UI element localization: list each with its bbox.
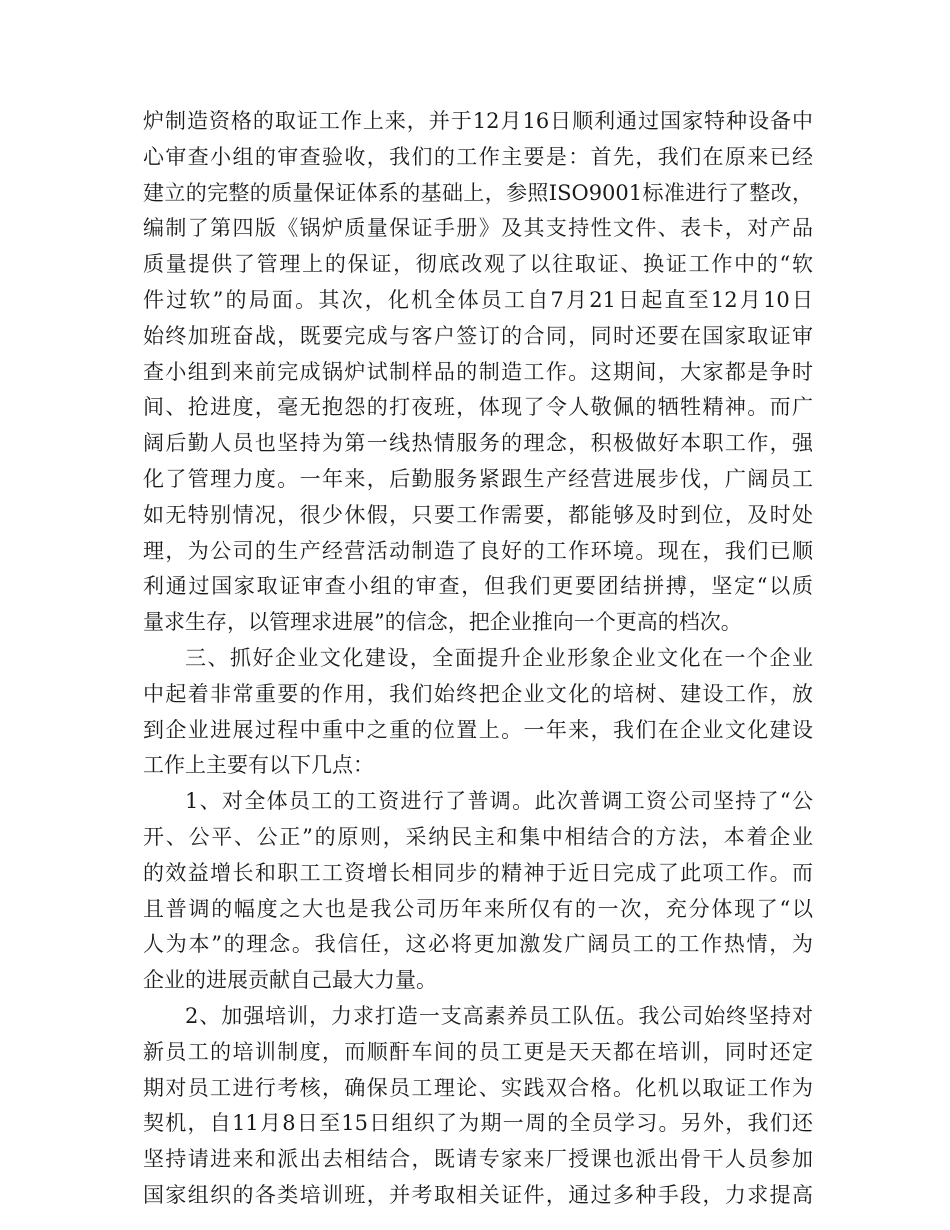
text-line: 质量提供了管理上的保证，彻底改观了以往取证、换证工作中的“软 bbox=[143, 252, 813, 277]
text-line: 理，为公司的生产经营活动制造了良好的工作环境。现在，我们已顺 bbox=[143, 538, 813, 563]
text-line: 国家组织的各类培训班，并考取相关证件，通过多种手段，力求提高 bbox=[143, 1182, 813, 1207]
list-item-line: 2、加强培训，力求打造一支高素养员工队伍。我公司始终坚持对 bbox=[185, 1003, 813, 1028]
text-line: 心审查小组的审查验收，我们的工作主要是：首先，我们在原来已经 bbox=[143, 144, 813, 169]
text-line: 件过软”的局面。其次，化机全体员工自7月21日起直至12月10日 bbox=[143, 287, 813, 312]
text-line: 化了管理力度。一年来，后勤服务紧跟生产经营进展步伐，广阔员工 bbox=[143, 466, 813, 491]
text-line: 到企业进展过程中重中之重的位置上。一年来，我们在企业文化建设 bbox=[143, 717, 813, 742]
text-line: 如无特别情况，很少休假，只要工作需要，都能够及时到位，及时处 bbox=[143, 502, 813, 527]
text-line: 建立的完整的质量保证体系的基础上，参照ISO9001标准进行了整改， bbox=[143, 180, 813, 205]
text-line: 利通过国家取证审查小组的审查，但我们更要团结拼搏，坚定“以质 bbox=[143, 574, 813, 599]
text-line: 人为本”的理念。我信任，这必将更加激发广阔员工的工作热情，为 bbox=[143, 932, 813, 957]
text-line: 始终加班奋战，既要完成与客户签订的合同，同时还要在国家取证审 bbox=[143, 323, 813, 348]
text-line: 的效益增长和职工工资增长相同步的精神于近日完成了此项工作。而 bbox=[143, 860, 813, 885]
text-line: 坚持请进来和派出去相结合，既请专家来厂授课也派出骨干人员参加 bbox=[143, 1147, 813, 1172]
text-line: 中起着非常重要的作用，我们始终把企业文化的培树、建设工作，放 bbox=[143, 681, 813, 706]
text-line: 量求生存，以管理求进展”的信念，把企业推向一个更高的档次。 bbox=[143, 610, 742, 635]
text-line: 编制了第四版《锅炉质量保证手册》及其支持性文件、表卡，对产品 bbox=[143, 216, 813, 241]
text-line: 工作上主要有以下几点： bbox=[143, 753, 374, 778]
text-line: 查小组到来前完成锅炉试制样品的制造工作。这期间，大家都是争时 bbox=[143, 359, 813, 384]
text-line: 炉制造资格的取证工作上来，并于12月16日顺利通过国家特种设备中 bbox=[143, 109, 813, 133]
list-item-line: 1、对全体员工的工资进行了普调。此次普调工资公司坚持了“公 bbox=[185, 789, 813, 814]
text-line: 企业的进展贡献自己最大力量。 bbox=[143, 968, 437, 993]
text-line: 契机，自11月8日至15日组织了为期一周的全员学习。另外，我们还 bbox=[143, 1111, 813, 1136]
document-body bbox=[143, 104, 813, 1214]
section-heading-line: 三、抓好企业文化建设，全面提升企业形象企业文化在一个企业 bbox=[185, 645, 813, 670]
text-line: 且普调的幅度之大也是我公司历年来所仅有的一次，充分体现了“以 bbox=[143, 896, 813, 921]
text-line: 开、公平、公正”的原则，采纳民主和集中相结合的方法，本着企业 bbox=[143, 824, 813, 849]
text-line: 期对员工进行考核，确保员工理论、实践双合格。化机以取证工作为 bbox=[143, 1075, 813, 1100]
text-line: 间、抢进度，毫无抱怨的打夜班，体现了令人敬佩的牺牲精神。而广 bbox=[143, 395, 813, 420]
text-line: 新员工的培训制度，而顺酐车间的员工更是天天都在培训，同时还定 bbox=[143, 1039, 813, 1064]
text-line: 阔后勤人员也坚持为第一线热情服务的理念，积极做好本职工作，强 bbox=[143, 431, 813, 456]
